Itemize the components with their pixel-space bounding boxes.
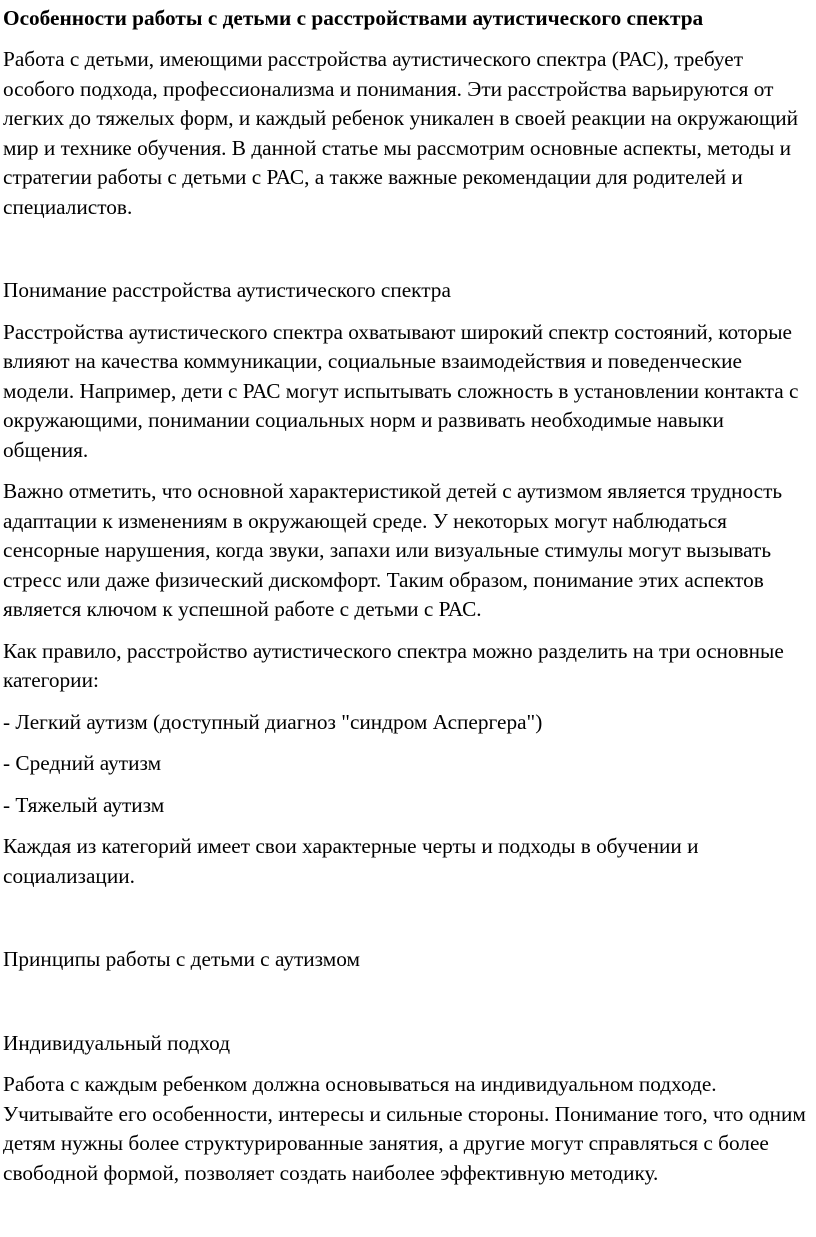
list-item: - Тяжелый аутизм: [3, 792, 165, 817]
paragraph: Каждая из категорий имеет свои характерные черты и подходы в обучении и социализации.: [3, 834, 699, 888]
section-heading-individual-approach: Индивидуальный подход: [3, 1030, 231, 1055]
document-page: [3, 4, 808, 1188]
list-item: - Средний аутизм: [3, 751, 162, 775]
paragraph: Как правило, расстройство аутистического спектра можно разделить на три основные категории:: [3, 638, 784, 692]
document-title: Особенности работы с детьми с расстройствами аутистического спектра: [3, 6, 704, 30]
paragraph: Работа с каждым ребенком должна основываться на индивидуальном подходе. Учитывайте его особенности, интересы и сильные стороны. Понимание того, что одним детям нужны более структурированные занятия, а другие могут справляться с более свободной формой, позволяет создать наиболее эффективную методику.: [3, 1072, 806, 1185]
list-item: - Легкий аутизм (доступный диагноз "синдром Аспергера"): [3, 709, 543, 734]
section-heading-principles: Принципы работы с детьми с аутизмом: [3, 947, 360, 971]
intro-paragraph: Работа с детьми, имеющими расстройства аутистического спектра (РАС), требует особого подхода, профессионализма и понимания. Эти расстройства варьируются от легких до тяжелых форм, и каждый ребенок уникален в своей реакции на окружающий мир и технике обучения. В данной статье мы рассмотрим основные аспекты, методы и стратегии работы с детьми с РАС, а также важные рекомендации для родителей и специалистов.: [3, 47, 799, 219]
spacer: [3, 987, 808, 1029]
spacer: [3, 903, 808, 945]
spacer: [3, 234, 808, 276]
section-heading-understanding: Понимание расстройства аутистического спектра: [3, 278, 451, 302]
paragraph: Важно отметить, что основной характеристикой детей с аутизмом является трудность адаптации к изменениям в окружающей среде. У некоторых могут наблюдаться сенсорные нарушения, когда звуки, запахи или визуальные стимулы могут вызывать стресс или даже физический дискомфорт. Таким образом, понимание этих аспектов является ключом к успешной работе с детьми с РАС.: [3, 479, 783, 621]
paragraph: Расстройства аутистического спектра охватывают широкий спектр состояний, которые влияют на качества коммуникации, социальные взаимодействия и поведенческие модели. Например, дети с РАС могут испытывать сложность в установлении контакта с окружающими, понимании социальных норм и развивать необходимые навыки общения.: [3, 319, 799, 462]
